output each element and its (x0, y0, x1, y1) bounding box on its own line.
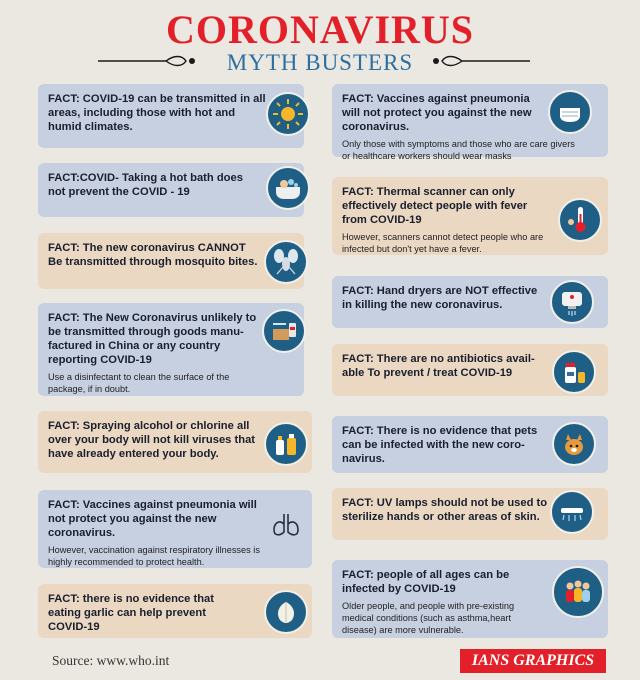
fact-text: FACT: people of all ages can be infected by COVID-19 (342, 569, 510, 595)
thermometer-icon (558, 198, 602, 242)
fact-note: Use a disinfectant to clean the surface of the package, if in doubt. (48, 372, 230, 394)
fact-text: FACT: UV lamps should not be used to sterilize hands or other areas of skin. (342, 497, 548, 523)
fact-card-hot-climate (38, 84, 304, 148)
pet-icon (552, 422, 596, 466)
fact-card-goods (38, 303, 304, 396)
fact-text: FACT: Vaccines against pneumonia will not protect you against the new coronavirus. (48, 499, 257, 539)
fact-text: FACT: The New Coronavirus unlikely to be transmitted through goods manu- factured in China or any country reporting COVID-19 (48, 312, 257, 366)
fact-card-hot-bath (38, 163, 304, 217)
fact-note: However, scanners cannot detect people who are infected but don't yet have a fever. (342, 232, 544, 254)
fact-text: FACT: Hand dryers are NOT effective in killing the new coronavirus. (342, 285, 538, 311)
right-flourish-icon (428, 54, 532, 68)
fact-text: FACT: There is no evidence that pets can be infected with the new coro- navirus. (342, 425, 538, 465)
page-subtitle: MYTH BUSTERS (226, 50, 414, 75)
people-icon (552, 566, 604, 618)
page-title: CORONAVIRUS (165, 7, 475, 52)
subtitle-row (0, 50, 640, 80)
fact-text: FACT: There are no antibiotics avail- able To prevent / treat COVID-19 (342, 353, 535, 379)
bottles-icon (264, 422, 308, 466)
mask-icon (548, 90, 592, 134)
fact-text: FACT: COVID-19 can be transmitted in all areas, including those with hot and humid climates. (48, 93, 266, 133)
fact-note: However, vaccination against respiratory illnesses is highly recommended to protect health. (48, 545, 260, 567)
mosquito-icon (264, 240, 308, 284)
fact-note: Only those with symptoms and those who are care givers or healthcare workers should wear masks (342, 139, 575, 161)
lungs-icon (264, 502, 308, 546)
fact-text: FACT: Spraying alcohol or chlorine all over your body will not kill viruses that have already entered your body. (48, 420, 256, 460)
garlic-icon (264, 590, 308, 634)
fact-text: FACT:COVID- Taking a hot bath does not prevent the COVID - 19 (48, 172, 243, 198)
fact-text: FACT: Vaccines against pneumonia will not protect you against the new coronavirus. (342, 93, 532, 133)
fact-note: Older people, and people with pre-existing medical conditions (such as asthma,heart disease) are more vulnerable. (342, 601, 515, 635)
fact-text: FACT: there is no evidence that eating garlic can help prevent COVID-19 (48, 593, 214, 633)
brand-label: IANS GRAPHICS (460, 649, 606, 673)
hand-dryer-icon (550, 280, 594, 324)
bathtub-icon (266, 166, 310, 210)
package-icon (262, 309, 306, 353)
fact-text: FACT: The new coronavirus CANNOT Be transmitted through mosquito bites. (48, 242, 258, 268)
medicine-icon (552, 350, 596, 394)
fact-text: FACT: Thermal scanner can only effectively detect people with fever from COVID-19 (342, 186, 528, 226)
uv-lamp-icon (550, 490, 594, 534)
sun-icon (266, 92, 310, 136)
source-credit: Source: www.who.int (52, 653, 170, 668)
